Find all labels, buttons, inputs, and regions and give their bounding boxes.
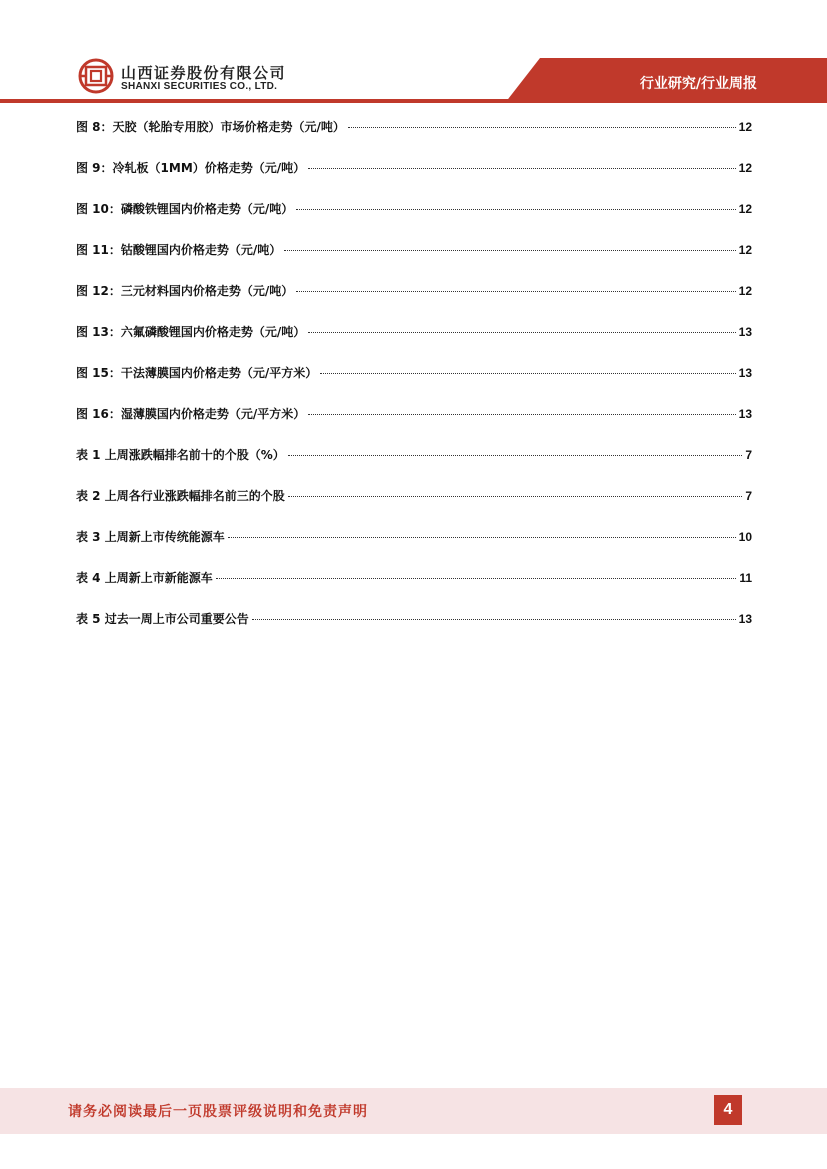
- page-header: [0, 0, 827, 105]
- toc-entry-page: 13: [738, 325, 752, 339]
- toc-leader-dots: [308, 332, 735, 333]
- toc-leader-dots: [288, 496, 743, 497]
- toc-entry-label: 图 10：磷酸铁锂国内价格走势（元/吨）: [76, 202, 294, 216]
- toc-entry-page: 12: [738, 243, 752, 257]
- toc-entry-page: 10: [738, 530, 752, 544]
- toc-leader-dots: [252, 619, 736, 620]
- toc-leader-dots: [288, 455, 743, 456]
- toc-entry[interactable]: [76, 527, 752, 568]
- table-of-contents: [76, 117, 752, 650]
- toc-leader-dots: [308, 414, 735, 415]
- toc-entry[interactable]: [76, 404, 752, 445]
- toc-leader-dots: [348, 127, 736, 128]
- toc-leader-dots: [296, 291, 735, 292]
- toc-entry-page: 13: [738, 612, 752, 626]
- toc-entry[interactable]: [76, 445, 752, 486]
- toc-leader-dots: [296, 209, 735, 210]
- toc-entry-label: 表 3 上周新上市传统能源车: [76, 530, 225, 544]
- toc-entry-label: 图 11：钴酸锂国内价格走势（元/吨）: [76, 243, 282, 257]
- toc-entry-page: 13: [738, 366, 752, 380]
- toc-entry[interactable]: [76, 322, 752, 363]
- toc-entry-page: 12: [738, 202, 752, 216]
- shanxi-securities-logo-icon: [78, 58, 114, 94]
- toc-entry-label: 图 13：六氟磷酸锂国内价格走势（元/吨）: [76, 325, 306, 339]
- toc-entry-page: 12: [738, 284, 752, 298]
- toc-leader-dots: [308, 168, 735, 169]
- toc-leader-dots: [216, 578, 737, 579]
- toc-leader-dots: [320, 373, 735, 374]
- toc-entry[interactable]: [76, 609, 752, 650]
- toc-entry-page: 12: [738, 161, 752, 175]
- toc-entry-page: 12: [738, 120, 752, 134]
- toc-entry-label: 表 4 上周新上市新能源车: [76, 571, 213, 585]
- company-name-cn: 山西证券股份有限公司: [121, 64, 287, 82]
- toc-entry[interactable]: [76, 568, 752, 609]
- toc-entry-label: 图 16：湿薄膜国内价格走势（元/平方米）: [76, 407, 306, 421]
- toc-entry-page: 11: [739, 571, 752, 585]
- toc-leader-dots: [228, 537, 736, 538]
- toc-entry[interactable]: [76, 240, 752, 281]
- page-number-badge: 4: [714, 1095, 742, 1125]
- page-footer: [0, 1088, 827, 1134]
- toc-entry-page: 13: [738, 407, 752, 421]
- toc-entry-label: 图 9：冷轧板（1MM）价格走势（元/吨）: [76, 161, 306, 175]
- toc-entry[interactable]: [76, 199, 752, 240]
- toc-entry-label: 表 1 上周涨跌幅排名前十的个股（%）: [76, 448, 285, 462]
- report-type-label: 行业研究/行业周报: [639, 76, 757, 92]
- toc-entry[interactable]: [76, 486, 752, 527]
- company-name-en: SHANXI SECURITIES CO., LTD.: [121, 81, 278, 92]
- toc-entry-page: 7: [745, 489, 752, 503]
- toc-entry[interactable]: [76, 117, 752, 158]
- toc-entry-label: 图 8：天胶（轮胎专用胶）市场价格走势（元/吨）: [76, 120, 345, 134]
- toc-entry-page: 7: [745, 448, 752, 462]
- toc-entry[interactable]: [76, 281, 752, 322]
- toc-entry[interactable]: [76, 363, 752, 404]
- toc-entry-label: 表 5 过去一周上市公司重要公告: [76, 612, 249, 626]
- toc-entry-label: 图 12：三元材料国内价格走势（元/吨）: [76, 284, 294, 298]
- toc-entry[interactable]: [76, 158, 752, 199]
- toc-entry-label: 图 15：干法薄膜国内价格走势（元/平方米）: [76, 366, 318, 380]
- toc-leader-dots: [284, 250, 735, 251]
- disclaimer-text: 请务必阅读最后一页股票评级说明和免责声明: [68, 1104, 368, 1120]
- toc-entry-label: 表 2 上周各行业涨跌幅排名前三的个股: [76, 489, 285, 503]
